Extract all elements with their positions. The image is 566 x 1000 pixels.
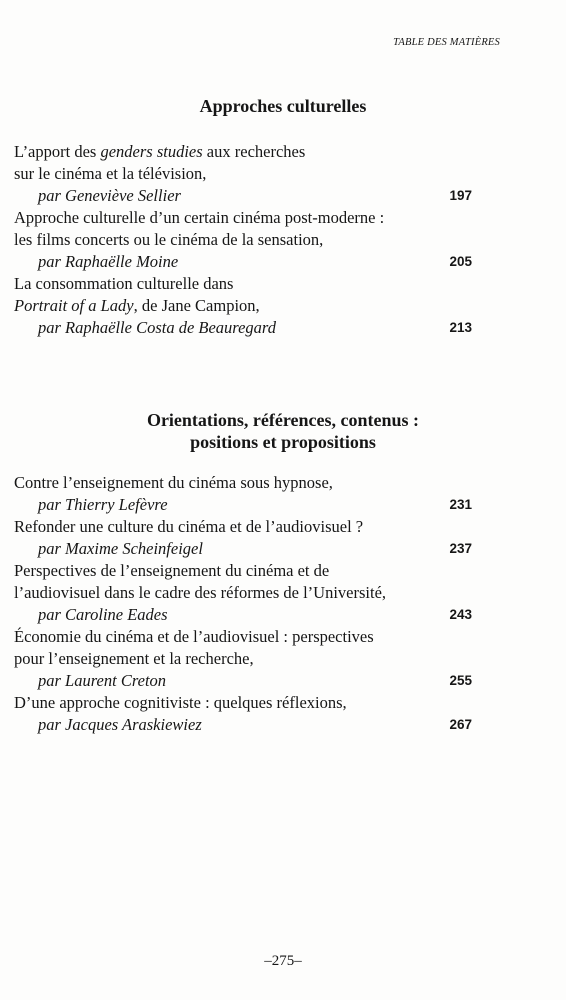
toc-text-italic: Portrait of a Lady [14,296,134,315]
running-head: TABLE DES MATIÈRES [393,37,500,48]
toc-entry-title-line: La consommation culturelle dans [14,274,234,293]
toc-entry-page-number: 237 [449,541,472,556]
toc-entry-author: par Thierry Lefèvre [38,495,168,514]
toc-entry-author: par Jacques Araskiewiez [38,715,202,734]
toc-entry-title-line [14,295,260,317]
toc-entry-page-number: 197 [449,188,472,203]
toc-entry-title-line: Économie du cinéma et de l’audiovisuel : perspectives [14,627,374,646]
toc-entry-title-line: les films concerts ou le cinéma de la sensation, [14,230,324,249]
toc-entry-author: par Caroline Eades [38,605,168,624]
toc-entry-author: par Laurent Creton [38,671,167,690]
toc-text: aux recherches [202,142,306,161]
toc-text-italic: genders studies [100,142,203,161]
toc-entry-page-number: 243 [449,607,472,622]
toc-entry-author: par Maxime Scheinfeigel [38,539,203,558]
toc-entry-title-line: pour l’enseignement et la recherche, [14,649,254,668]
toc-entry-title-line [14,141,305,163]
section-title-text: Orientations, références, contenus : [146,410,420,430]
toc-entry-title-line: Perspectives de l’enseignement du cinéma et de [14,561,330,580]
toc-entry-page-number: 267 [449,717,472,732]
section-title-text: Approches culturelles [199,96,367,116]
toc-entry-page-number: 255 [449,673,472,688]
section-title-approches-culturelles [0,95,566,117]
toc-entry-page-number: 231 [449,497,472,512]
toc-entry-title-line: l’audiovisuel dans le cadre des réformes de l’Université, [14,583,387,602]
toc-text: L’apport des [14,142,101,161]
section-title-text: positions et propositions [190,432,376,452]
toc-entry-author: par Raphaëlle Moine [38,252,179,271]
toc-entry-title-line: D’une approche cognitiviste : quelques réflexions, [14,693,347,712]
toc-entry-page-number: 205 [449,254,472,269]
toc-text: , de Jane Campion, [133,296,260,315]
toc-entry-title-line: sur le cinéma et la télévision, [14,164,207,183]
toc-entry-title-line: Contre l’enseignement du cinéma sous hypnose, [14,473,333,492]
toc-entry-title-line: Approche culturelle d’un certain cinéma post-moderne : [14,208,385,227]
section-title-orientations [0,409,566,453]
toc-entry-author: par Geneviève Sellier [38,186,181,205]
toc-entry-title-line: Refonder une culture du cinéma et de l’audiovisuel ? [14,517,364,536]
toc-entry-author: par Raphaëlle Costa de Beauregard [38,318,276,337]
toc-entry-page-number: 213 [449,320,472,335]
page-folio: –275– [264,953,302,969]
